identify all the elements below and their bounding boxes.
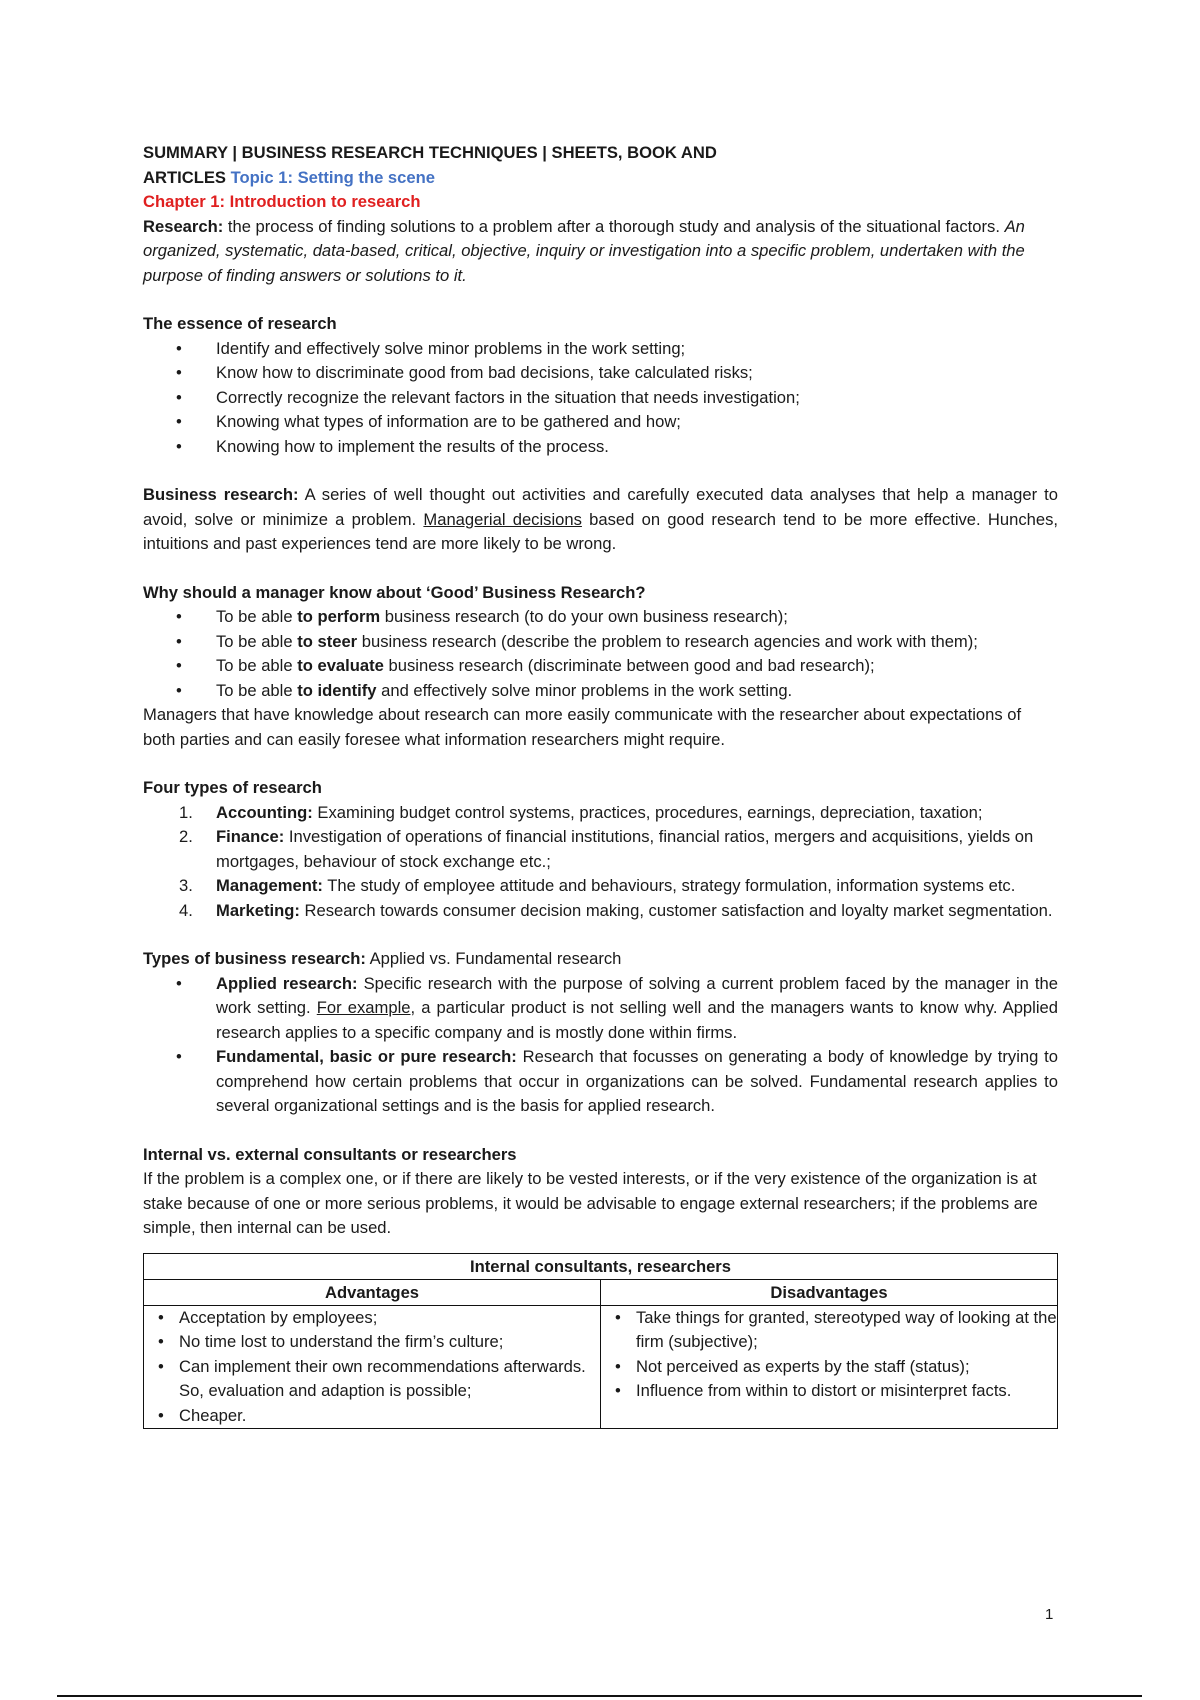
disadvantages-cell — [601, 1305, 1058, 1429]
list-item: 2. Finance: Investigation of operations of financial institutions, financial ratios, mergers and acquisitions, yields on mortgages, behaviour of stock exchange etc.; — [179, 827, 1034, 871]
business-research-paragraph: Business research: A series of well thought out activities and carefully executed data analyses that help a manager to avoid, solve or minimize a problem. Managerial decisions based on good research tend to be more effective. Hunches, intuitions and past experiences tend are more likely to be wrong. — [143, 485, 1058, 553]
page-bottom-divider — [57, 1695, 1142, 1697]
list-item: • Cheaper. — [158, 1405, 247, 1425]
research-italic: An organized, systematic, data-based, critical, objective, inquiry or investigation into a specific problem, undertaken with the purpose of finding answers or solutions to it. — [143, 216, 1025, 285]
list-item: 3. Management: The study of employee attitude and behaviours, strategy formulation, information systems etc. — [179, 876, 1016, 895]
list-item: • Identify and effectively solve minor problems in the work setting; — [176, 338, 686, 358]
consultants-table — [143, 1253, 1058, 1430]
for-example-underlined: For example — [316, 998, 411, 1017]
four-types-heading: Four types of research — [143, 778, 322, 797]
title-articles: ARTICLES — [143, 167, 226, 187]
types-business-line: Types of business research: Applied vs. Fundamental research — [143, 949, 622, 968]
topic-heading: Topic 1: Setting the scene — [230, 167, 435, 187]
advantages-header: Advantages — [144, 1279, 601, 1305]
research-definition — [143, 215, 1058, 289]
four-types-list — [143, 801, 1058, 924]
managerial-decisions-underlined: Managerial decisions — [423, 509, 582, 529]
advantages-cell — [144, 1305, 601, 1429]
list-item: • Knowing what types of information are to be gathered and how; — [176, 412, 681, 431]
list-item: • To be able to perform business research (to do your own business research); — [176, 607, 788, 626]
list-item: 4. Marketing: Research towards consumer decision making, customer satisfaction and loyalty market segmentation. — [179, 900, 1053, 920]
document-title-line1: SUMMARY | BUSINESS RESEARCH TECHNIQUES | SHEETS, BOOK AND — [143, 143, 717, 162]
research-text: the process of finding solutions to a problem after a thorough study and analysis of the situational factors. — [227, 216, 1000, 236]
page-number: 1 — [1045, 1606, 1054, 1623]
document-title-line2 — [143, 166, 1058, 191]
disadvantages-header: Disadvantages — [601, 1279, 1058, 1305]
list-item: • To be able to steer business research (describe the problem to research agencies and work with them); — [176, 631, 978, 651]
list-item: • Influence from within to distort or misinterpret facts. — [615, 1381, 1012, 1400]
chapter-heading: Chapter 1: Introduction to research — [143, 192, 421, 211]
why-heading: Why should a manager know about ‘Good’ Business Research? — [143, 582, 646, 602]
list-item: • Knowing how to implement the results of the process. — [176, 436, 609, 456]
list-item: • Take things for granted, stereotyped way of looking at the firm (subjective); — [615, 1307, 1057, 1351]
list-item: • To be able to identify and effectively solve minor problems in the work setting. — [176, 680, 793, 700]
list-item: • Not perceived as experts by the staff (status); — [615, 1356, 970, 1376]
research-term: Research: — [143, 216, 224, 236]
internal-external-heading: Internal vs. external consultants or researchers — [143, 1144, 517, 1164]
list-item: • Correctly recognize the relevant factors in the situation that needs investigation; — [176, 387, 800, 407]
list-item: • Acceptation by employees; — [158, 1307, 378, 1327]
document-page — [143, 141, 1058, 1429]
list-item: • Know how to discriminate good from bad decisions, take calculated risks; — [176, 363, 753, 382]
table-title: Internal consultants, researchers — [144, 1253, 1058, 1279]
list-item: 1. Accounting: Examining budget control systems, practices, procedures, earnings, depreciation, taxation; — [179, 802, 983, 822]
list-item: • Can implement their own recommendations afterwards. So, evaluation and adaption is possible; — [158, 1356, 586, 1400]
list-item: • No time lost to understand the firm’s culture; — [158, 1332, 504, 1351]
essence-list — [143, 337, 1058, 460]
list-item: • To be able to evaluate business research (discriminate between good and bad research); — [176, 656, 875, 675]
why-paragraph: Managers that have knowledge about research can more easily communicate with the researcher about expectations of both parties and can easily foresee what information researchers might require. — [143, 705, 1022, 749]
why-list — [143, 605, 1058, 703]
internal-external-paragraph: If the problem is a complex one, or if there are likely to be vested interests, or if the very existence of the organization is at stake because of one or more serious problems, it would be advisable to engage external researchers; if the problems are simple, then internal can be used. — [143, 1169, 1038, 1237]
list-item: • Fundamental, basic or pure research: Research that focusses on generating a body of knowledge by trying to comprehend how certain problems that occur in organizations can be solved. Fundamental research applies to several organizational settings and is the basis for applied research. — [176, 1047, 1058, 1115]
business-research-term: Business research: — [143, 485, 299, 504]
types-business-list — [143, 972, 1058, 1119]
essence-heading: The essence of research — [143, 314, 337, 333]
list-item: • Applied research: Specific research with the purpose of solving a current problem faced by the manager in the work setting. For example, a particular product is not selling well and the managers wants to know why. Applied research applies to a specific company and is mostly done within firms. — [176, 973, 1058, 1042]
